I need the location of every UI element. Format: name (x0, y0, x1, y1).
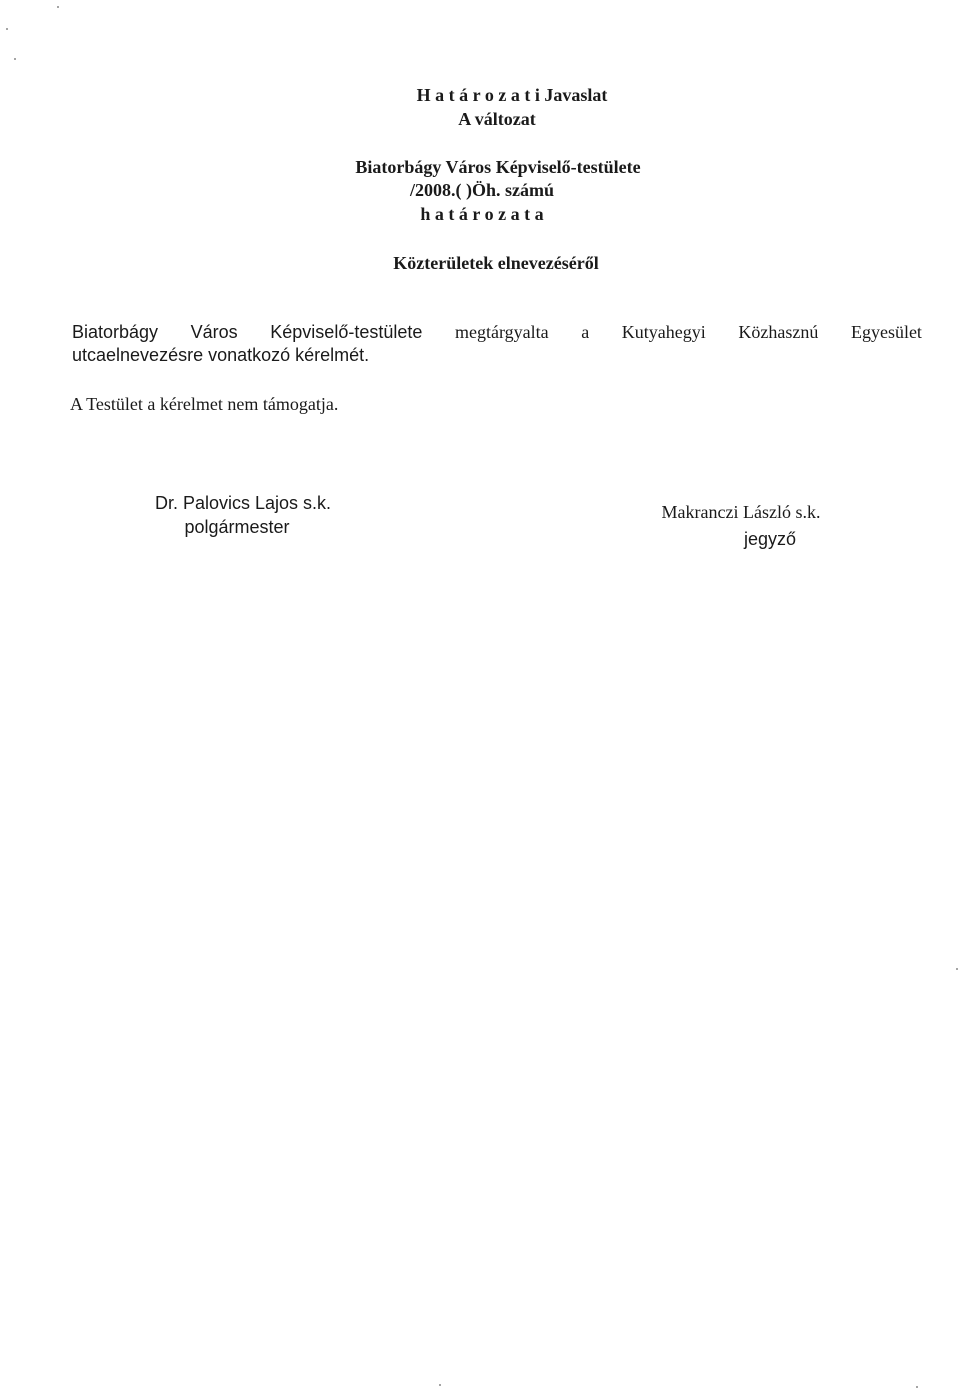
paragraph-1-line-2: utcaelnevezésre vonatkozó kérelmét. (72, 345, 370, 365)
word: Közhasznú (738, 322, 819, 342)
signature-left-role: polgármester (184, 517, 290, 537)
issuing-body: Biatorbágy Város Képviselő-testülete (355, 157, 641, 177)
word: Képviselő-testülete (270, 322, 423, 342)
resolution-number: /2008.( )Öh. számú (410, 180, 554, 200)
scan-speck (6, 28, 8, 30)
signature-right-role: jegyző (743, 529, 797, 549)
paragraph-1-line-1 (72, 323, 922, 341)
scan-speck (439, 1384, 441, 1386)
paragraph-2: A Testület a kérelmet nem támogatja. (70, 394, 339, 414)
word: megtárgyalta (454, 322, 549, 342)
resolution-subject: Közterületek elnevezéséről (393, 253, 599, 273)
word: Biatorbágy (72, 322, 159, 342)
scan-speck (57, 6, 59, 8)
scan-speck (956, 968, 958, 970)
scan-speck (916, 1386, 918, 1388)
document-title: H a t á r o z a t i Javaslat (416, 85, 608, 105)
word: Egyesület (850, 322, 922, 342)
word: a (581, 322, 590, 342)
signature-right-name: Makranczi László s.k. (661, 502, 821, 522)
signature-left-name: Dr. Palovics Lajos s.k. (154, 493, 332, 513)
resolution-word: h a t á r o z a t a (420, 204, 544, 224)
word: Kutyahegyi (621, 322, 706, 342)
document-variant: A változat (458, 109, 536, 129)
scan-speck (14, 58, 16, 60)
word: Város (190, 322, 238, 342)
